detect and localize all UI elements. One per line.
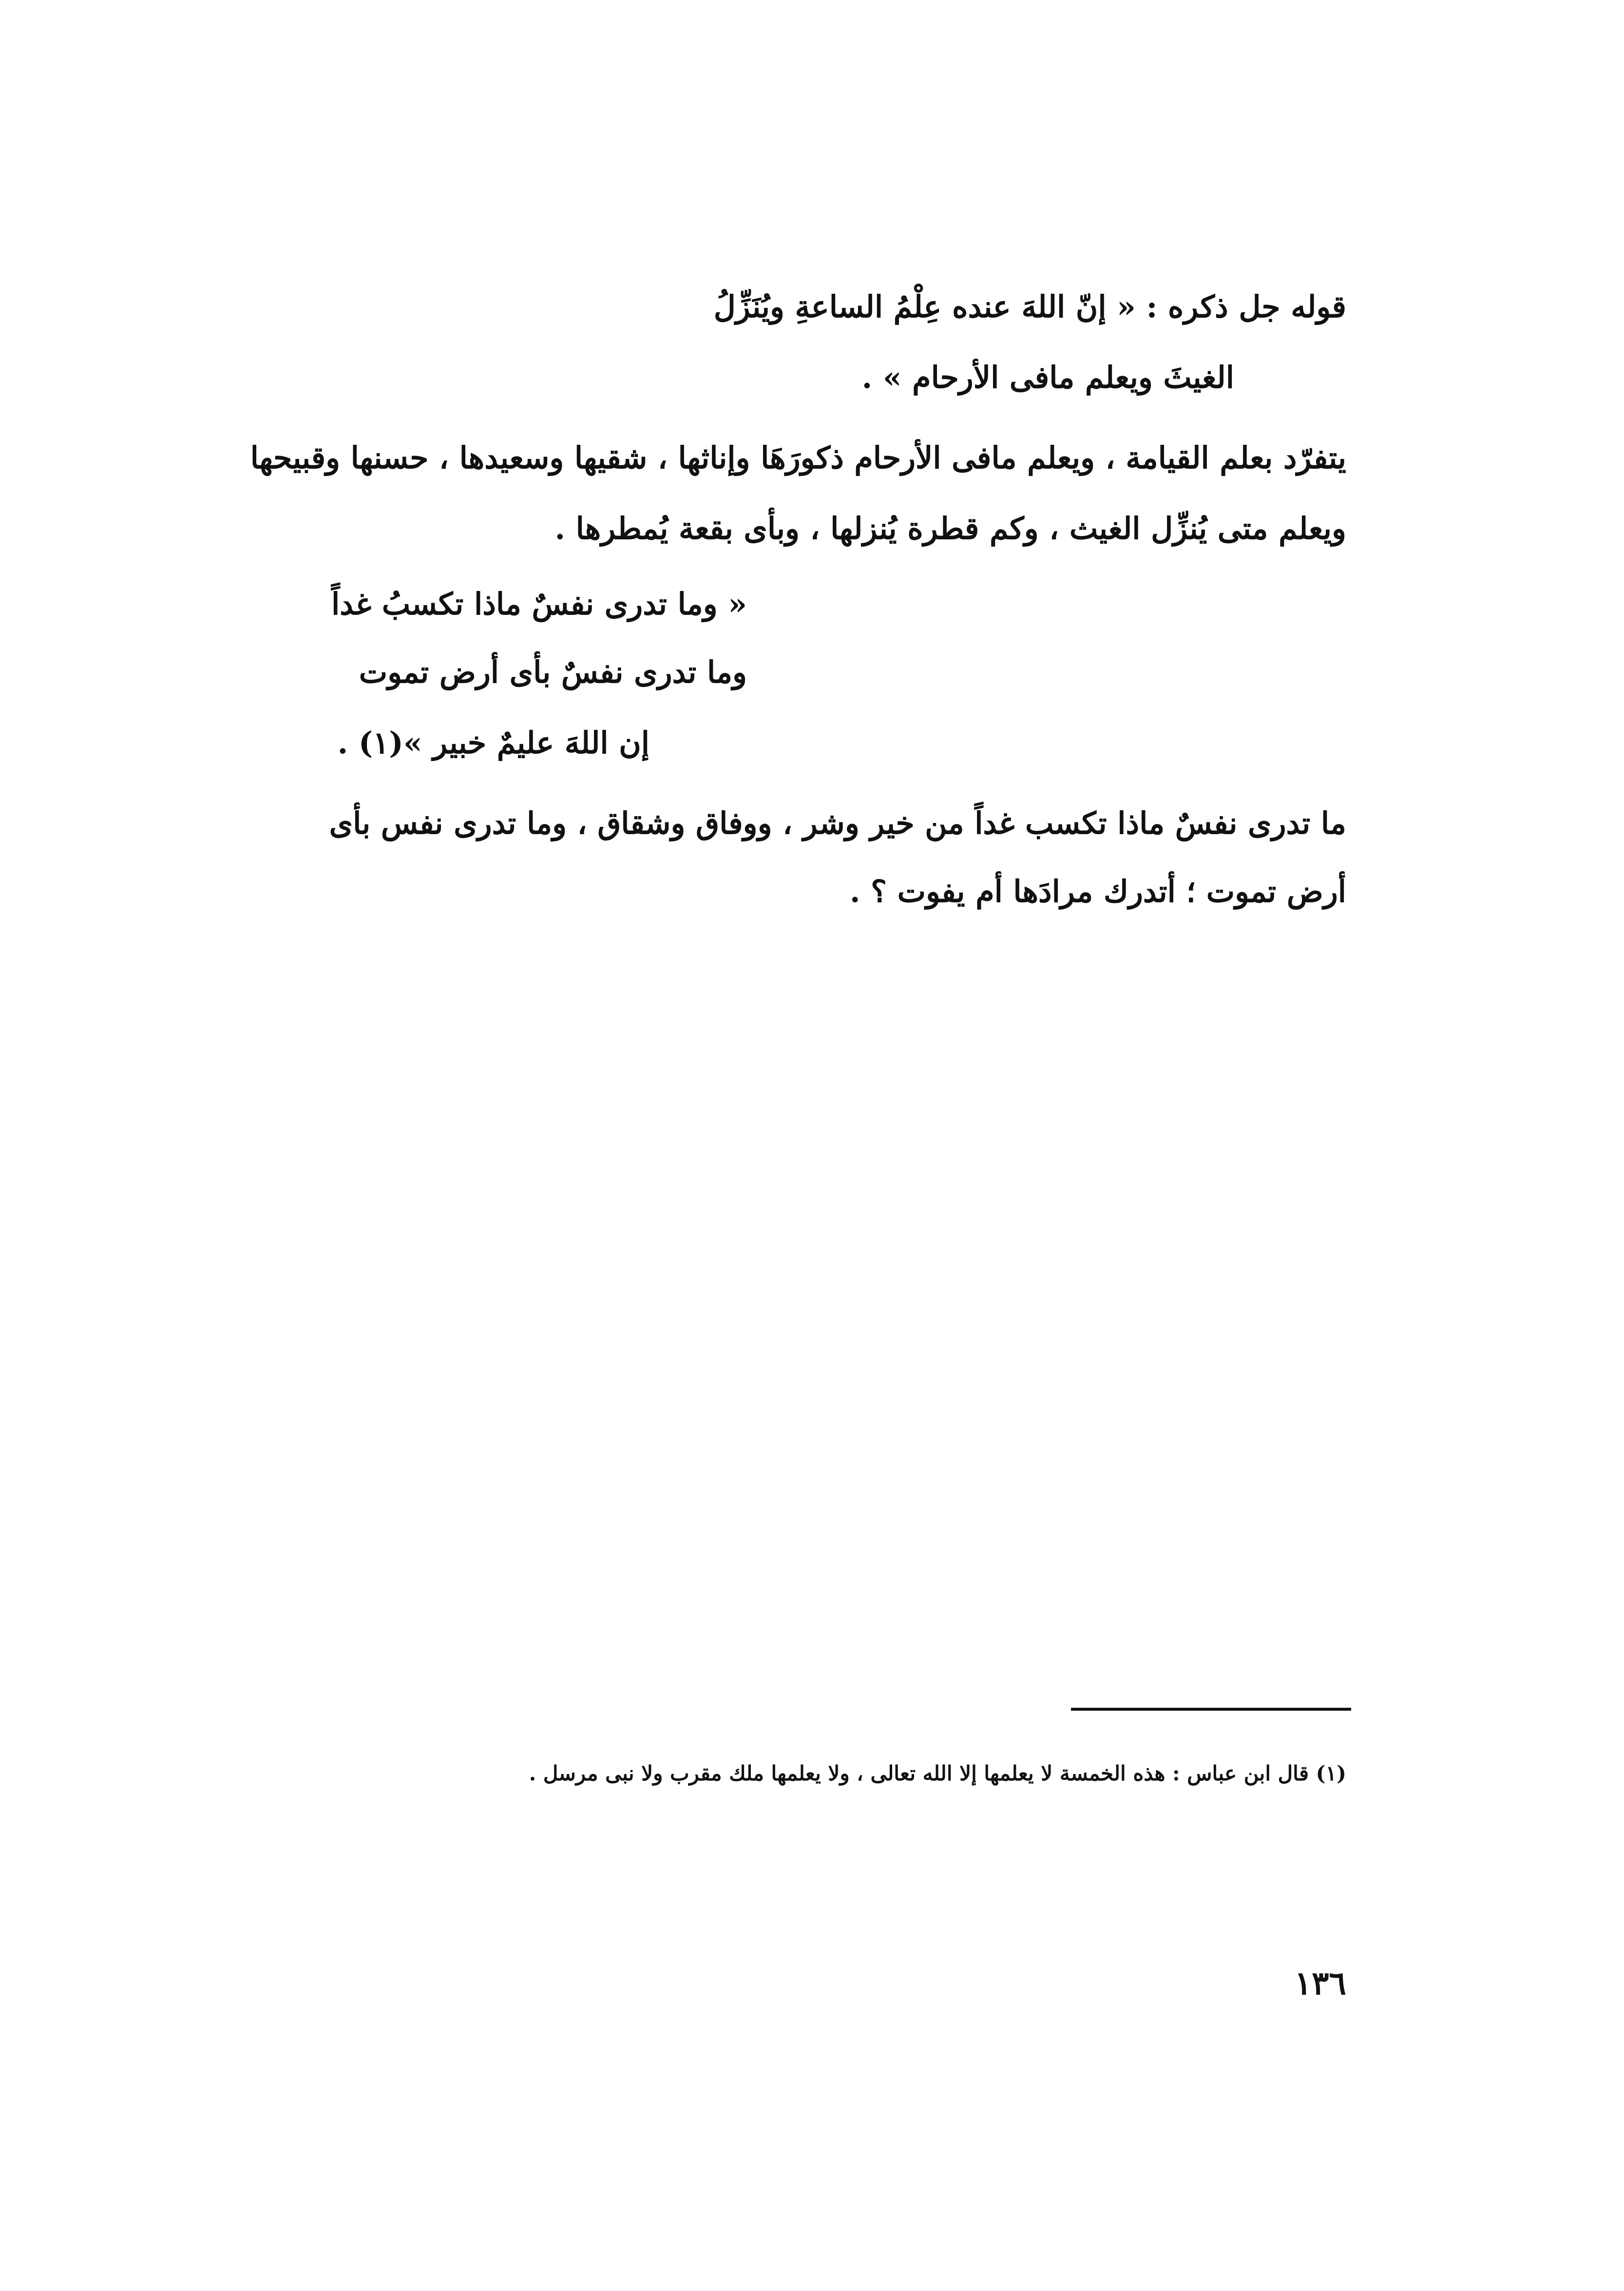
quran-verse-line-2: الغيثَ ويعلم مافى الأرحام » . — [861, 360, 1234, 395]
quoted-verse-line-2: وما تدرى نفسٌ بأى أرض تموت — [359, 654, 747, 690]
footnote-divider — [1071, 1708, 1351, 1711]
quoted-verse-line-3: إن اللهَ عليمٌ خبير »(١) . — [337, 725, 650, 761]
footnote: (١) قال ابن عباس : هذه الخمسة لا يعلمها إلا الله تعالى ، ولا يعلمها ملك مقرب ولا نبى مرسل . — [529, 1761, 1346, 1785]
commentary-line-1: يتفرّد بعلم القيامة ، ويعلم مافى الأرحام ذكورَهَا وإناثها ، شقيها وسعيدها ، حسنها وقبيحها — [250, 440, 1346, 476]
commentary-line-2: ويعلم متى يُنزِّل الغيث ، وكم قطرة يُنزلها ، وبأى بقعة يُمطرها . — [554, 511, 1346, 546]
quran-verse-line-1: قوله جل ذكره : « إنّ اللهَ عنده عِلْمُ الساعةِ ويُنَزِّلُ — [713, 289, 1346, 325]
commentary-line-3: ما تدرى نفسٌ ماذا تكسب غداً من خير وشر ، ووفاق وشقاق ، وما تدرى نفس بأى — [329, 805, 1346, 841]
commentary-line-4: أرض تموت ؛ أتدرك مرادَها أم يفوت ؟ . — [849, 874, 1346, 909]
page-number: ١٣٦ — [1294, 1964, 1346, 2002]
quoted-verse-line-1: « وما تدرى نفسٌ ماذا تكسبُ غداً — [331, 586, 747, 622]
